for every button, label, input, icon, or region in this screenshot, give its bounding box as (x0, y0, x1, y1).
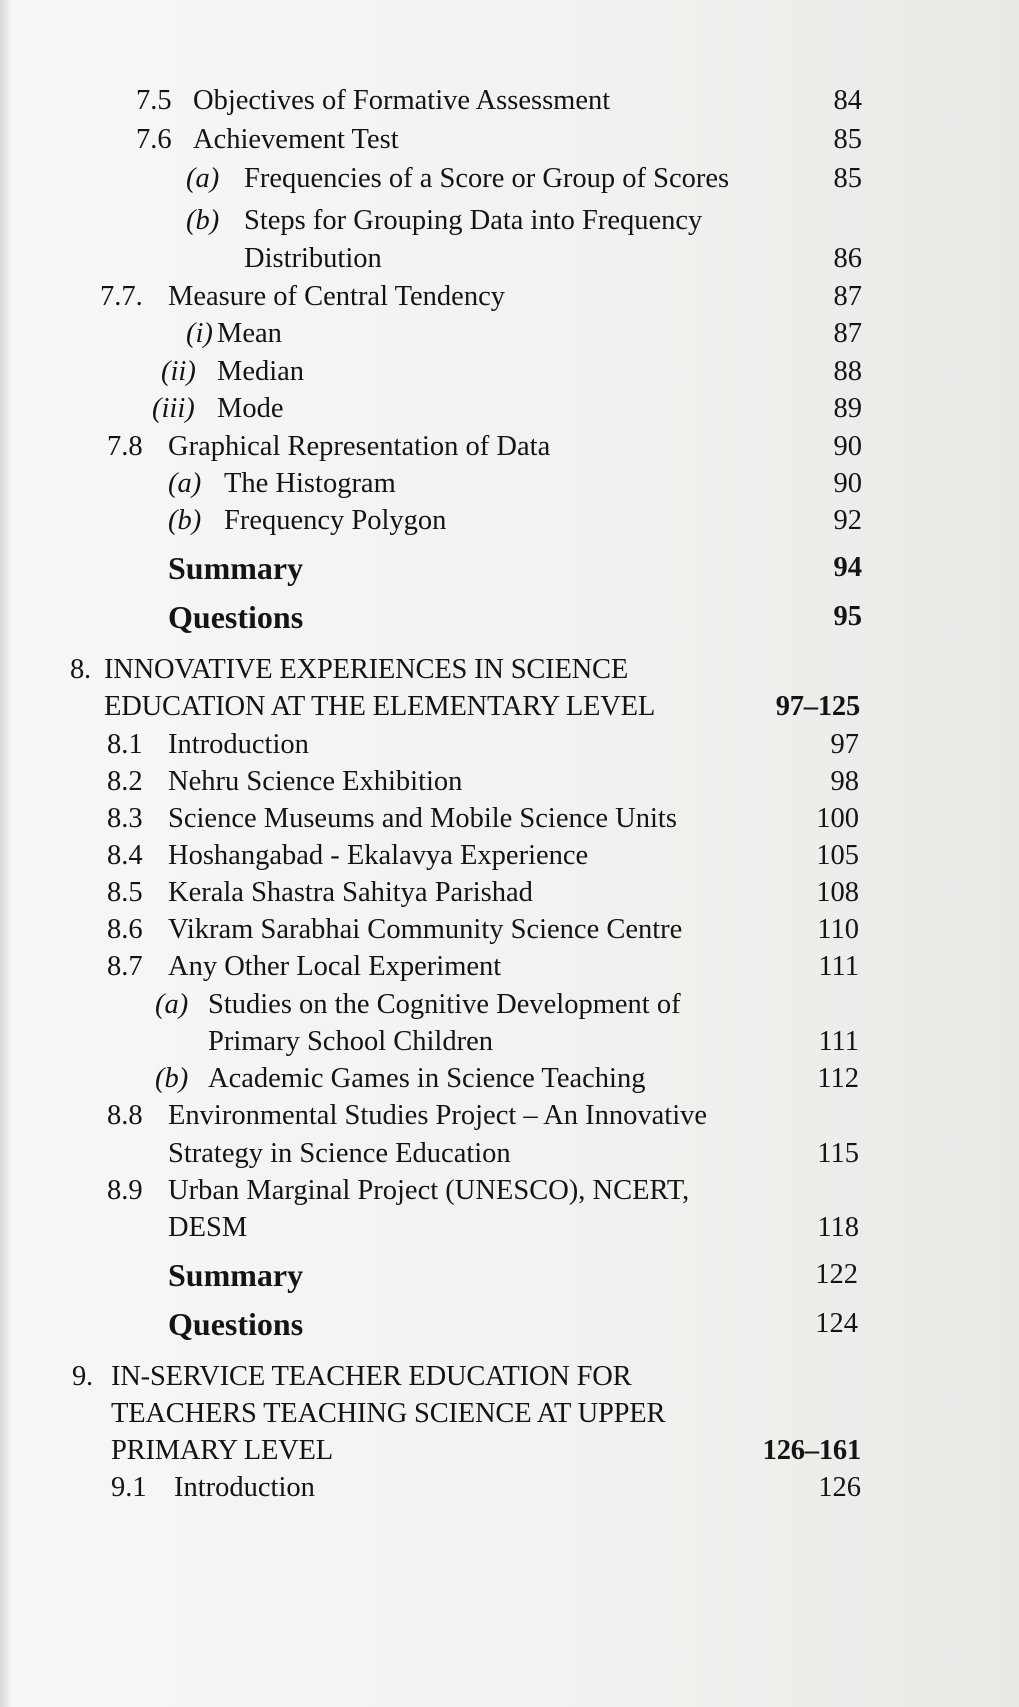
toc-page-number: 98 (830, 766, 859, 797)
toc-entry (0, 1396, 1019, 1432)
toc-page-number: 90 (833, 431, 862, 462)
toc-entry (0, 838, 1019, 874)
toc-entry (0, 1024, 1019, 1060)
toc-entry (0, 1210, 1019, 1246)
toc-entry (0, 689, 1019, 725)
toc-page-number: 108 (816, 877, 859, 908)
toc-number: 8.8 (107, 1100, 143, 1131)
toc-page-number: 95 (833, 601, 862, 632)
toc-page-number: 112 (817, 1063, 859, 1094)
toc-title: Mode (217, 393, 284, 424)
toc-title: IN-SERVICE TEACHER EDUCATION FOR (111, 1361, 632, 1392)
toc-entry (0, 429, 1019, 465)
toc-entry (0, 1359, 1019, 1395)
toc-entry (0, 1306, 1019, 1342)
toc-title: Academic Games in Science Teaching (208, 1063, 646, 1094)
toc-entry (0, 122, 1019, 158)
toc-entry (0, 503, 1019, 539)
toc-number: 8. (70, 654, 91, 685)
toc-number: 8.1 (107, 729, 143, 760)
toc-entry (0, 550, 1019, 586)
toc-title: Achievement Test (193, 124, 399, 155)
toc-title: Objectives of Formative Assessment (193, 85, 611, 116)
toc-title: Questions (168, 1306, 304, 1342)
toc-page-number: 111 (818, 951, 859, 982)
toc-title: Any Other Local Experiment (168, 951, 502, 982)
toc-entry (0, 912, 1019, 948)
toc-page-number: 126–161 (762, 1435, 861, 1466)
toc-entry (0, 1257, 1019, 1293)
toc-entry (0, 1136, 1019, 1172)
toc-title: The Histogram (224, 468, 396, 499)
toc-title: Median (217, 356, 305, 387)
toc-number: (b) (155, 1063, 189, 1094)
toc-page-number: 118 (817, 1212, 859, 1243)
toc-title: Frequencies of a Score or Group of Scores (244, 163, 730, 194)
toc-page-number: 88 (833, 356, 862, 387)
toc-title: TEACHERS TEACHING SCIENCE AT UPPER (111, 1398, 666, 1429)
toc-page-number: 87 (833, 318, 862, 349)
toc-entry (0, 354, 1019, 390)
toc-page-number: 97 (830, 729, 859, 760)
toc-entry (0, 1173, 1019, 1209)
toc-title: Graphical Representation of Data (168, 431, 551, 462)
toc-number: 8.6 (107, 914, 143, 945)
toc-title: PRIMARY LEVEL (111, 1435, 333, 1466)
toc-title: Nehru Science Exhibition (168, 766, 463, 797)
toc-number: (a) (168, 468, 202, 499)
toc-number: 8.5 (107, 877, 143, 908)
toc-page-number: 122 (815, 1259, 858, 1290)
toc-number: (i) (186, 318, 213, 349)
toc-title: Hoshangabad - Ekalavya Experience (168, 840, 589, 871)
toc-number: (iii) (152, 393, 195, 424)
toc-page-number: 97–125 (775, 691, 860, 722)
toc-number: 7.7. (100, 281, 143, 312)
toc-page-number: 115 (817, 1138, 859, 1169)
toc-title: Measure of Central Tendency (168, 281, 505, 312)
toc-number: 8.9 (107, 1175, 143, 1206)
toc-entry (0, 1061, 1019, 1097)
toc-title: Studies on the Cognitive Development of (208, 989, 681, 1020)
toc-page-number: 94 (833, 552, 862, 583)
toc-number: 8.7 (107, 951, 143, 982)
toc-title: DESM (168, 1212, 248, 1243)
toc-title: Vikram Sarabhai Community Science Centre (168, 914, 683, 945)
toc-number: 8.2 (107, 766, 143, 797)
toc-entry (0, 875, 1019, 911)
toc-page-number: 100 (816, 803, 859, 834)
toc-title: Strategy in Science Education (168, 1138, 511, 1169)
toc-page-number: 86 (833, 243, 862, 274)
toc-title: Urban Marginal Project (UNESCO), NCERT, (168, 1175, 690, 1206)
toc-entry (0, 599, 1019, 635)
toc-title: Questions (168, 599, 304, 635)
toc-title: Mean (217, 318, 282, 349)
toc-page-number: 84 (833, 85, 862, 116)
toc-entry (0, 1098, 1019, 1134)
toc-page-number: 85 (833, 163, 862, 194)
toc-number: 8.3 (107, 803, 143, 834)
toc-entry (0, 949, 1019, 985)
toc-page-number: 126 (818, 1472, 861, 1503)
toc-number: 7.6 (136, 124, 172, 155)
toc-number: (b) (168, 505, 202, 536)
toc-title: Frequency Polygon (224, 505, 447, 536)
toc-page-number: 110 (817, 914, 859, 945)
toc-page-number: 90 (833, 468, 862, 499)
toc-number: (a) (186, 163, 220, 194)
toc-number: (ii) (161, 356, 196, 387)
toc-entry (0, 1470, 1019, 1506)
toc-title: Primary School Children (208, 1026, 493, 1057)
toc-title: Summary (168, 1257, 304, 1293)
toc-entry (0, 161, 1019, 197)
toc-entry (0, 241, 1019, 277)
toc-page-number: 105 (816, 840, 859, 871)
toc-entry (0, 652, 1019, 688)
toc-title: Introduction (168, 729, 309, 760)
toc-title: Science Museums and Mobile Science Units (168, 803, 677, 834)
toc-number: (b) (186, 205, 220, 236)
toc-entry (0, 764, 1019, 800)
toc-title: Steps for Grouping Data into Frequency (244, 205, 703, 236)
toc-number: 9.1 (111, 1472, 147, 1503)
toc-entry (0, 316, 1019, 352)
toc-entry (0, 987, 1019, 1023)
toc-entry (0, 279, 1019, 315)
toc-number: 7.8 (107, 431, 143, 462)
toc-number: 9. (72, 1361, 93, 1392)
toc-entry (0, 203, 1019, 239)
toc-title: Kerala Shastra Sahitya Parishad (168, 877, 533, 908)
toc-number: (a) (155, 989, 189, 1020)
toc-entry (0, 1433, 1019, 1469)
toc-page-number: 111 (818, 1026, 859, 1057)
toc-entry (0, 83, 1019, 119)
toc-entry (0, 466, 1019, 502)
toc-page-number: 92 (833, 505, 862, 536)
toc-title: Introduction (174, 1472, 315, 1503)
toc-number: 7.5 (136, 85, 172, 116)
toc-page-number: 124 (815, 1308, 858, 1339)
toc-title: Summary (168, 550, 304, 586)
toc-title: EDUCATION AT THE ELEMENTARY LEVEL (104, 691, 656, 722)
toc-title: Environmental Studies Project – An Innovative (168, 1100, 708, 1131)
toc-entry (0, 801, 1019, 837)
toc-entry (0, 391, 1019, 427)
toc-page-number: 89 (833, 393, 862, 424)
toc-page-number: 87 (833, 281, 862, 312)
toc-title: Distribution (244, 243, 382, 274)
toc-number: 8.4 (107, 840, 143, 871)
toc-entry (0, 727, 1019, 763)
toc-page-number: 85 (833, 124, 862, 155)
toc-title: INNOVATIVE EXPERIENCES IN SCIENCE (104, 654, 629, 685)
